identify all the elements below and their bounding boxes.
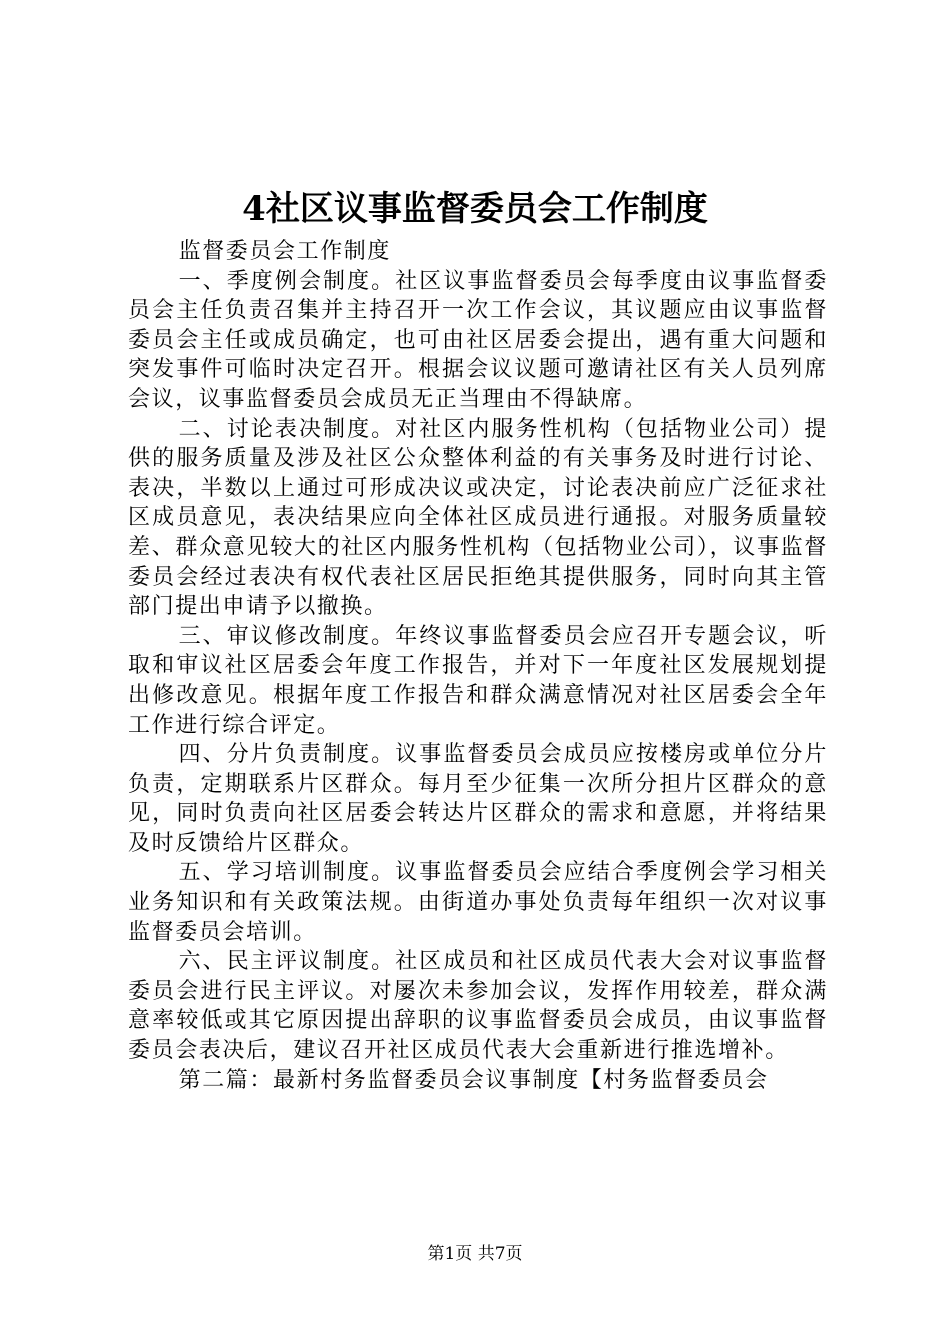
paragraph-discussion-vote: 二、讨论表决制度。对社区内服务性机构（包括物业公司）提供的服务质量及涉及社区公众整体利益的有关事务及时进行讨论、表决，半数以上通过可形成决议或决定，讨论表决前应广泛征求社区成员意见，表决结果应向全体社区成员进行通报。对服务质量较差、群众意见较大的社区内服务性机构（包括物业公司），议事监督委员会经过表决有权代表社区居民拒绝其提供服务，同时向其主管部门提出申请予以撤换。 xyxy=(128,416,828,620)
paragraph-district-responsibility: 四、分片负责制度。议事监督委员会成员应按楼房或单位分片负责，定期联系片区群众。每月至少征集一次所分担片区群众的意见，同时负责向社区居委会转达片区群众的需求和意愿，并将结果及时反馈给片区群众。 xyxy=(128,742,828,856)
document-body xyxy=(128,237,828,1095)
paragraph-second-article: 第二篇：最新村务监督委员会议事制度【村务监督委员会 xyxy=(178,1067,769,1093)
document-subtitle: 监督委员会工作制度 xyxy=(178,239,391,264)
paragraph-quarterly-meeting: 一、季度例会制度。社区议事监督委员会每季度由议事监督委员会主任负责召集并主持召开一次工作会议，其议题应由议事监督委员会主任或成员确定，也可由社区居委会提出，遇有重大问题和突发事件可临时决定召开。根据会议议题可邀请社区有关人员列席会议，议事监督委员会成员无正当理由不得缺席。 xyxy=(128,268,828,412)
document-title: 4社区议事监督委员会工作制度 xyxy=(242,189,708,229)
page-number: 第1页 共7页 xyxy=(427,1244,523,1264)
paragraph-review-revision: 三、审议修改制度。年终议事监督委员会应召开专题会议，听取和审议社区居委会年度工作报告，并对下一年度社区发展规划提出修改意见。根据年度工作报告和群众满意情况对社区居委会全年工作进行综合评定。 xyxy=(128,623,828,738)
paragraph-study-training: 五、学习培训制度。议事监督委员会应结合季度例会学习相关业务知识和有关政策法规。由街道办事处负责每年组织一次对议事监督委员会培训。 xyxy=(128,860,828,945)
paragraph-democratic-evaluation: 六、民主评议制度。社区成员和社区成员代表大会对议事监督委员会进行民主评议。对屡次未参加会议，发挥作用较差，群众满意率较低或其它原因提出辞职的议事监督委员会成员，由议事监督委员会表决后，建议召开社区成员代表大会重新进行推选增补。 xyxy=(128,949,828,1064)
